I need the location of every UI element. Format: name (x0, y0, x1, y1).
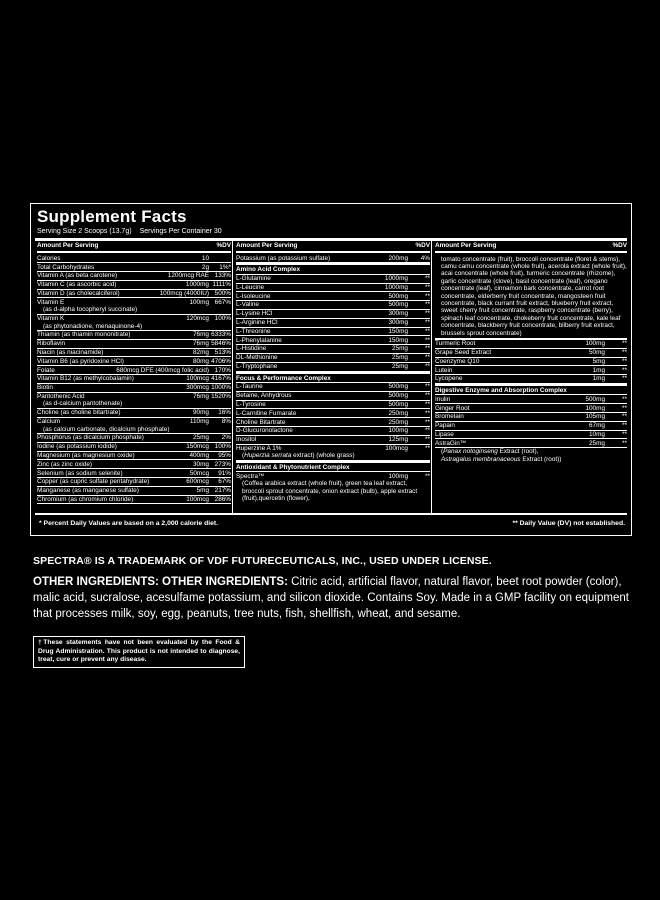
trademark-notice: SPECTRA® IS A TRADEMARK OF VDF FUTURECEUTICALS, INC., USED UNDER LICENSE. (33, 555, 492, 567)
nutrient-row: Spectra™ 100mg ** (236, 472, 430, 480)
nutrient-name: L-Leucine (236, 283, 265, 291)
nutrient-source: (as calcium carbonate, dicalcium phosphate) (43, 425, 170, 433)
nutrient-dv: ** (425, 275, 430, 283)
nutrient-amount: 76mg (193, 392, 209, 400)
nutrient-name: Chromium (as chromium chloride) (37, 495, 134, 503)
column-divider (431, 239, 432, 513)
nutrient-name: L-Histidine (236, 345, 267, 353)
huperzine-note: (Huperzia serrata extract) (whole grass) (236, 452, 430, 460)
nutrient-dv: ** (622, 375, 627, 383)
footnote-dv: * Percent Daily Values are based on a 2,000 calorie diet. (39, 520, 219, 527)
nutrient-row: Potassium (as potassium sulfate) 200mg 4% (236, 254, 430, 262)
servings-per-container: Servings Per Container 30 (139, 228, 222, 235)
nutrient-row (37, 366, 231, 375)
nutrient-dv: 667% (214, 298, 231, 306)
nutrient-amount: 600mcg (186, 478, 209, 486)
nutrient-amount: 150mcg (186, 443, 209, 451)
nutrient-name: Zinc (as zinc oxide) (37, 460, 93, 468)
nutrient-dv: 100% (214, 315, 231, 323)
nutrient-amount: 105mg (585, 413, 605, 421)
nutrient-name: Phosphorus (as dicalcium phosphate) (37, 434, 144, 442)
nutrient-name: L-Taurine (236, 383, 263, 391)
nutrient-amount: 76mg (193, 331, 209, 339)
nutrient-dv: ** (425, 400, 430, 408)
nutrient-amount: 1000mg (185, 281, 209, 289)
extract-list (435, 340, 627, 384)
nutrient-amount: 25mg (392, 354, 408, 362)
nutrient-amount: 50mg (589, 349, 605, 357)
column-phyto-enzymes (435, 242, 627, 463)
nutrient-row (435, 395, 627, 404)
nutrient-row (37, 443, 231, 452)
nutrient-name: Biotin (37, 384, 53, 392)
nutrient-name: Pantothenic Acid (37, 392, 85, 400)
nutrient-name: D-Glucuronolactone (236, 427, 293, 435)
nutrient-row (236, 319, 430, 328)
spectra-note: (Coffea arabica extract (whole fruit), green tea leaf extract, broccoli sprout concentrate, onion extract (bulb), apple extract (fruit),quercetin (flower), (242, 480, 418, 502)
nutrient-name: L-Glutamine (236, 275, 271, 283)
nutrient-name: L-Carnitine Fumarate (236, 409, 297, 417)
nutrient-amount: 25mg (193, 434, 209, 442)
nutrient-amount: 67mg (589, 422, 605, 430)
nutrient-name: Riboflavin (37, 340, 66, 348)
nutrient-row (236, 328, 430, 337)
nutrient-dv: ** (425, 392, 430, 400)
nutrient-name: Iodine (as potassium iodide) (37, 443, 117, 451)
nutrient-name: Vitamin A (as beta carotene) (37, 272, 118, 280)
nutrient-name: Magnesium (as magnesium oxide) (37, 451, 135, 459)
nutrient-row (435, 404, 627, 413)
other-ingredients: OTHER INGREDIENTS: OTHER INGREDIENTS: Citric acid, artificial flavor, natural flavor, beet root powder (color), malic acid, sucralose, acesulfame potassium, and silicon dioxide. Contains Soy. Made in a GMP facility on equipment that processes milk, soy, egg, peanuts, tree nuts, fish, shellfish, wheat, and sesame. (33, 576, 629, 620)
nutrient-amount: 5mg (196, 487, 209, 495)
nutrient-dv: 8% (221, 418, 231, 426)
nutrient-amount: 680mcg DFE (400mcg folic acid) (116, 366, 209, 374)
nutrient-row (37, 357, 231, 366)
nutrient-amount: 500mg (388, 392, 408, 400)
nutrient-row (236, 336, 430, 345)
nutrient-row (37, 340, 231, 349)
nutrient-amount: 250mg (388, 418, 408, 426)
nutrient-name: Inositol (236, 436, 257, 444)
spectra-ingredients: tomato concentrate (fruit), broccoli concentrate (floret & stems), camu camu concentrate (whole fruit), acerola extract (whole fruit), acai concentrate (whole fruit), turmeric concentrate (rhizome), garlic concentrate (clove), basil concentrate (leaf), oregano concentrate (leaf), cinnamon bark concentrate, carrot root concentrate, elderberry fruit concentrate, mangosteen fruit concentrate, black currant fruit extract, blueberry fruit extract, sweet cherry fruit concentrate, raspberry concentrate (berry), spinach leaf concentrate, chokeberry fruit concentrate, kale leaf concentrate, blackberry fruit concentrate, bilberry fruit extract, brussels sprout concentrate) (435, 255, 627, 340)
nutrient-name: L-Lysine HCl (236, 310, 273, 318)
nutrient-name: L-Tryptophane (236, 363, 278, 371)
nutrient-dv: ** (425, 327, 430, 335)
nutrient-amount: 30mg (193, 460, 209, 468)
nutrient-dv: 5846% (211, 340, 231, 348)
nutrient-name: L-Valine (236, 301, 259, 309)
nutrient-name: Papain (435, 422, 455, 430)
nutrient-row (236, 292, 430, 301)
nutrient-row (37, 418, 231, 434)
nutrient-name: Niacin (as niacinamide) (37, 348, 104, 356)
nutrient-name: L-Phenylalanine (236, 336, 282, 344)
nutrient-amount: 100mg (189, 298, 209, 306)
nutrient-row (236, 275, 430, 284)
nutrient-row (37, 469, 231, 478)
nutrient-row (37, 460, 231, 469)
nutrient-amount: 100mcg (186, 375, 209, 383)
nutrient-dv: ** (425, 354, 430, 362)
nutrient-name: Selenium (as sodium selenite) (37, 469, 123, 477)
nutrient-amount: 250mg (388, 409, 408, 417)
nutrient-dv: 1520% (211, 392, 231, 400)
nutrient-dv: ** (425, 345, 430, 353)
nutrient-row (435, 375, 627, 384)
nutrient-amount: 2g (201, 263, 209, 271)
nutrient-name: DL-Methionine (236, 354, 278, 362)
nutrient-row (37, 434, 231, 443)
column-vitamins-minerals (37, 242, 231, 504)
nutrient-name: Lutein (435, 366, 453, 374)
nutrient-name: Grape Seed Extract (435, 349, 492, 357)
nutrient-dv: 2% (221, 434, 231, 442)
nutrient-dv: ** (622, 349, 627, 357)
nutrient-row (37, 298, 231, 314)
nutrient-name: L-Threonine (236, 327, 271, 335)
nutrient-name: Vitamin K (37, 315, 65, 323)
nutrient-amount: 110mg (189, 418, 209, 426)
nutrient-dv: ** (425, 301, 430, 309)
nutrient-name: Copper (as cupric sulfate pentahydrate) (37, 478, 150, 486)
nutrient-amount: 1000mg (384, 275, 408, 283)
nutrient-amount: 50mcg (189, 469, 209, 477)
nutrient-dv: 4706% (211, 357, 231, 365)
nutrient-dv: ** (622, 430, 627, 438)
nutrient-name: Calories (37, 254, 61, 262)
nutrient-row (37, 478, 231, 487)
nutrient-list (37, 255, 231, 505)
fda-disclaimer: †These statements have not been evaluated by the Food & Drug Administration. This product is not intended to diagnose, treat, cure or prevent any disease. (33, 636, 245, 668)
nutrient-row (37, 272, 231, 281)
nutrient-amount: 90mg (193, 409, 209, 417)
nutrient-row (435, 431, 627, 440)
nutrient-name: Turmeric Root (435, 340, 476, 348)
nutrient-amount: 100mg (585, 404, 605, 412)
astragin-note: (Panax notoginseng Extract (root), Astragalus membranaceous Extract (root)) (441, 448, 562, 463)
footer-rule (35, 513, 627, 515)
nutrient-name: Vitamin C (as ascorbic acid) (37, 281, 117, 289)
nutrient-row (37, 255, 231, 264)
column-header: Amount Per Serving %DV (435, 242, 627, 253)
nutrient-row (236, 383, 430, 392)
nutrient-dv: ** (425, 310, 430, 318)
nutrient-amount: 10 (201, 254, 209, 262)
nutrient-dv: ** (622, 422, 627, 430)
nutrient-name: Choline Bitartrate (236, 418, 286, 426)
nutrient-dv: 500% (214, 289, 231, 297)
nutrient-name: Thiamin (as thiamin mononitrate) (37, 331, 131, 339)
nutrient-amount: 120mcg (186, 315, 209, 323)
nutrient-name: L-Arginine HCl (236, 319, 278, 327)
nutrient-dv: ** (425, 363, 430, 371)
nutrient-dv: ** (425, 383, 430, 391)
nutrient-amount: 25mg (392, 345, 408, 353)
nutrient-dv: 6333% (211, 331, 231, 339)
nutrient-amount: 25mg (392, 363, 408, 371)
nutrient-row (435, 439, 627, 448)
nutrient-row (236, 310, 430, 319)
nutrient-row (236, 354, 430, 363)
nutrient-amount: 100mcg (186, 495, 209, 503)
nutrient-row (435, 422, 627, 431)
nutrient-name: Betaine, Anhydrous (236, 392, 292, 400)
nutrient-dv: ** (425, 436, 430, 444)
thick-rule (35, 238, 627, 241)
nutrient-row (37, 315, 231, 331)
nutrient-dv: 95% (218, 451, 231, 459)
nutrient-dv: 16% (218, 409, 231, 417)
nutrient-amount: 82mg (193, 348, 209, 356)
nutrient-dv: ** (622, 340, 627, 348)
column-header: Amount Per Serving %DV (236, 242, 430, 253)
nutrient-dv: ** (622, 404, 627, 412)
nutrient-row (236, 363, 430, 372)
nutrient-name: Lipase (435, 430, 454, 438)
nutrient-row (37, 384, 231, 393)
nutrient-row (37, 496, 231, 505)
nutrient-amount: 150mg (388, 336, 408, 344)
nutrient-row (37, 393, 231, 409)
nutrient-amount: 300mg (388, 319, 408, 327)
nutrient-row (37, 349, 231, 358)
nutrient-dv: 91% (218, 469, 231, 477)
nutrient-row (435, 349, 627, 358)
nutrient-row (236, 427, 430, 436)
nutrient-name: Manganese (as manganese sulfate) (37, 487, 139, 495)
nutrient-row (37, 263, 231, 272)
nutrient-name: Coenzyme Q10 (435, 357, 480, 365)
nutrient-dv: 4167% (211, 375, 231, 383)
nutrient-amount: 300mg (388, 310, 408, 318)
nutrient-row: Huperzine A 1% 100mcg ** (236, 444, 430, 452)
nutrient-dv: 273% (214, 460, 231, 468)
nutrient-dv: ** (425, 409, 430, 417)
nutrient-row (236, 401, 430, 410)
nutrient-row (236, 392, 430, 401)
nutrient-dv: 100% (214, 443, 231, 451)
nutrient-row (37, 290, 231, 299)
nutrient-dv: 1000% (211, 384, 231, 392)
nutrient-name: AstraGin™ (435, 439, 467, 447)
nutrient-amount: 76mg (193, 340, 209, 348)
nutrient-amount: 500mg (388, 301, 408, 309)
section-title-focus: Focus & Performance Complex (236, 372, 430, 384)
nutrient-row (236, 409, 430, 418)
nutrient-row (236, 345, 430, 354)
nutrient-amount: 1000mg (384, 283, 408, 291)
nutrient-amount: 1mg (592, 375, 605, 383)
section-title-enzyme: Digestive Enzyme and Absorption Complex (435, 384, 627, 396)
nutrient-dv: ** (425, 292, 430, 300)
nutrient-dv: ** (425, 418, 430, 426)
nutrient-name: Inulin (435, 395, 451, 403)
nutrient-dv: ** (622, 439, 627, 447)
nutrient-row (435, 413, 627, 422)
nutrient-dv: ** (425, 319, 430, 327)
nutrient-row (37, 452, 231, 461)
nutrient-dv: 217% (214, 487, 231, 495)
panel-title: Supplement Facts (37, 207, 187, 226)
nutrient-row (236, 436, 430, 445)
section-title-amino: Amino Acid Complex (236, 263, 430, 275)
nutrient-name: Lycopene (435, 375, 463, 383)
nutrient-name: Vitamin B6 (as pyridoxine HCl) (37, 357, 124, 365)
nutrient-amount: 400mg (189, 451, 209, 459)
nutrient-dv: 170% (214, 366, 231, 374)
column-amino-focus (236, 242, 430, 502)
nutrient-name: Folate (37, 366, 55, 374)
nutrient-amount: 500mg (388, 383, 408, 391)
nutrient-dv: ** (622, 357, 627, 365)
nutrient-amount: 125mg (388, 436, 408, 444)
nutrient-row (236, 301, 430, 310)
nutrient-amount: 80mg (193, 357, 209, 365)
nutrient-name: Calcium (37, 418, 61, 426)
nutrient-amount: 100mg (388, 427, 408, 435)
nutrient-name: L-Tyrosine (236, 400, 266, 408)
nutrient-name: Bromelain (435, 413, 464, 421)
nutrient-dv: 1%* (219, 263, 231, 271)
nutrient-row (236, 418, 430, 427)
nutrient-source: (as d-calcium pantothenate) (43, 400, 123, 408)
nutrient-source: (as phytonadione, menaquinone-4) (43, 322, 143, 330)
nutrient-dv: ** (622, 413, 627, 421)
serving-info (37, 228, 222, 236)
nutrient-amount: 100mg (585, 340, 605, 348)
footnote-not-established: ** Daily Value (DV) not established. (512, 520, 625, 527)
nutrient-name: Vitamin D (as cholecalciferol) (37, 289, 120, 297)
nutrient-dv: ** (425, 283, 430, 291)
nutrient-dv: ** (622, 366, 627, 374)
nutrient-dv: 513% (214, 348, 231, 356)
nutrient-name: L-Isoleucine (236, 292, 271, 300)
nutrient-amount: 1mg (592, 366, 605, 374)
nutrient-row (435, 340, 627, 349)
enzyme-list (435, 395, 627, 448)
nutrient-row (37, 375, 231, 384)
nutrient-row (435, 358, 627, 367)
nutrient-dv: ** (622, 395, 627, 403)
nutrient-dv: 67% (218, 478, 231, 486)
nutrient-row (37, 409, 231, 418)
nutrient-dv: 133% (214, 272, 231, 280)
nutrient-amount: 500mg (388, 400, 408, 408)
nutrient-amount: 25mg (589, 439, 605, 447)
nutrient-name: Choline (as choline bitartrate) (37, 409, 121, 417)
nutrient-dv: 286% (214, 495, 231, 503)
nutrient-amount: 500mg (585, 395, 605, 403)
nutrient-source: (as d-alpha tocopheryl succinate) (43, 306, 138, 314)
nutrient-name: Total Carbohydrates (37, 263, 95, 271)
nutrient-dv: ** (425, 427, 430, 435)
nutrient-dv: 1111% (212, 281, 231, 289)
nutrient-dv: ** (425, 336, 430, 344)
amino-list (236, 275, 430, 372)
supplement-facts-panel (30, 203, 632, 536)
nutrient-row (37, 281, 231, 290)
nutrient-amount: 100mcg (4000IU) (159, 289, 209, 297)
nutrient-amount: 1200mcg RAE (167, 272, 209, 280)
column-header: Amount Per Serving %DV (37, 242, 231, 253)
nutrient-amount: 5mg (592, 357, 605, 365)
focus-list (236, 383, 430, 445)
column-divider (232, 239, 233, 513)
section-title-antioxidant: Antioxidant & Phytonutrient Complex (236, 461, 430, 473)
nutrient-name: Ginger Root (435, 404, 470, 412)
nutrient-name: Vitamin E (37, 298, 65, 306)
nutrient-row (37, 331, 231, 340)
nutrient-amount: 150mg (388, 327, 408, 335)
nutrient-row (435, 366, 627, 375)
nutrient-amount: 10mg (589, 430, 605, 438)
nutrient-row (236, 284, 430, 293)
nutrient-amount: 300mcg (186, 384, 209, 392)
nutrient-row (37, 487, 231, 496)
serving-size: Serving Size 2 Scoops (13.7g) (37, 228, 132, 235)
nutrient-amount: 500mg (388, 292, 408, 300)
nutrient-name: Vitamin B12 (as methylcobalamin) (37, 375, 134, 383)
